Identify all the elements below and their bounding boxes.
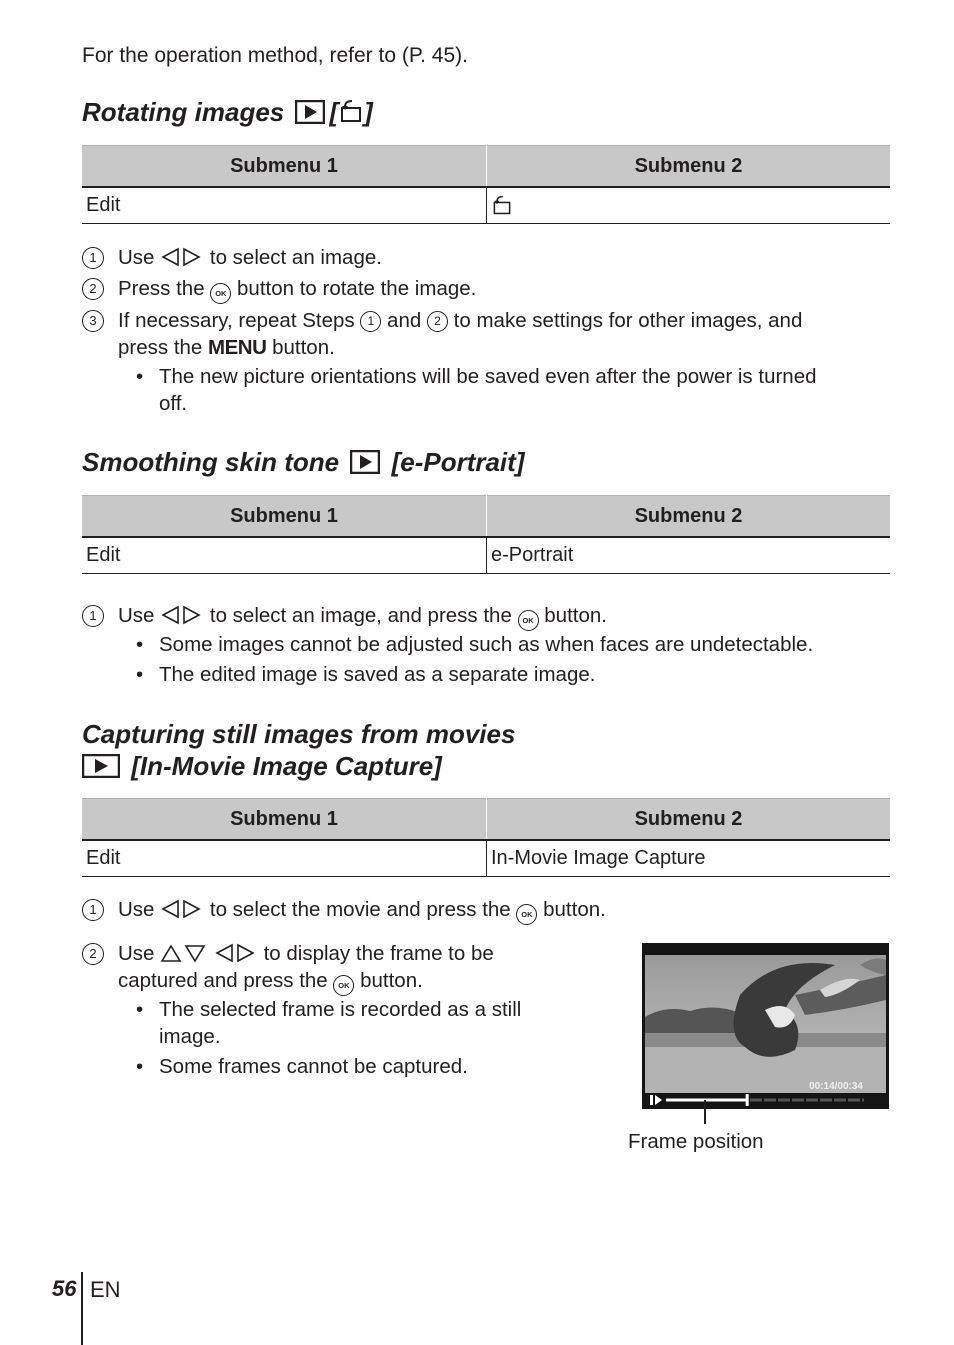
table-header: Submenu 2 (487, 799, 891, 841)
skin-title: Smoothing skin tone (82, 447, 340, 477)
bullet-dot: • (136, 663, 144, 686)
movie-playback-screen (642, 943, 889, 1109)
capture-title-line1: Capturing still images from movies (82, 719, 516, 749)
rotate-icon (491, 195, 513, 217)
table-header: Submenu 1 (82, 799, 487, 841)
step-text: button. (543, 898, 606, 921)
step-text: button to rotate the image. (237, 277, 477, 300)
left-right-arrows-icon (214, 942, 258, 965)
table-cell: Edit (82, 840, 487, 877)
left-right-arrows-icon (160, 604, 204, 627)
movie-time-counter: 00:14/00:34 (809, 1081, 863, 1092)
step-text: Press the (118, 277, 205, 300)
bullet-text: off. (159, 392, 188, 415)
frame-position-marker[interactable] (746, 1094, 749, 1106)
bullet-dot: • (136, 1055, 144, 1078)
step-text: Use (118, 604, 155, 627)
bullet-text: Some frames cannot be captured. (159, 1055, 468, 1078)
step-text: If necessary, repeat Steps (118, 309, 355, 332)
bullet-text: Some images cannot be adjusted such as when faces are undetectable. (159, 633, 814, 656)
bullet-dot: • (136, 365, 144, 388)
table-header: Submenu 2 (487, 146, 891, 188)
step-number: 1 (82, 899, 104, 921)
ok-button-icon: OK (518, 610, 539, 631)
skin-submenu-table (82, 495, 890, 574)
footer-divider (81, 1272, 83, 1345)
left-right-arrows-icon (160, 246, 204, 269)
skin-title-suffix: [e-Portrait] (391, 447, 525, 477)
step-text: to select an image. (209, 246, 382, 269)
rotating-title: Rotating images (82, 97, 285, 127)
skin-heading (82, 446, 524, 481)
step-number: 1 (82, 605, 104, 627)
step-text: captured and press the (118, 969, 328, 992)
table-cell: Edit (82, 537, 487, 574)
ok-button-icon: OK (516, 904, 537, 925)
movie-progress-bar (642, 1093, 889, 1109)
step-text: to select an image, and press the (209, 604, 512, 627)
step-text: Use (118, 246, 155, 269)
step-text: and (387, 309, 422, 332)
movie-frame-image (645, 955, 886, 1093)
step-text: button. (272, 336, 335, 359)
step-number: 3 (82, 310, 104, 332)
bullet-text: The new picture orientations will be saved even after the power is turned (159, 365, 817, 388)
step-text: to make settings for other images, and (453, 309, 803, 332)
rotating-bracket-open: [ (329, 97, 339, 127)
step-number: 1 (82, 247, 104, 269)
bullet-text: The edited image is saved as a separate image. (159, 663, 596, 686)
play-mode-icon (82, 753, 120, 785)
step-text: button. (544, 604, 607, 627)
step-number: 2 (82, 278, 104, 300)
table-cell: Edit (82, 187, 487, 224)
step-text: press the (118, 336, 203, 359)
table-header: Submenu 1 (82, 146, 487, 188)
page-number: 56 (52, 1276, 77, 1301)
rotating-submenu-table (82, 145, 890, 224)
table-cell (487, 187, 891, 224)
play-mode-icon (350, 449, 380, 481)
intro-text: For the operation method, refer to (P. 45). (82, 44, 468, 67)
frame-position-caption: Frame position (628, 1130, 764, 1153)
bullet-text: image. (159, 1025, 221, 1048)
table-header: Submenu 2 (487, 496, 891, 538)
step-number: 2 (82, 943, 104, 965)
rotating-heading (82, 96, 373, 131)
pause-icon (650, 1095, 653, 1105)
menu-button-label: MENU (208, 336, 267, 359)
bullet-dot: • (136, 633, 144, 656)
step-text: Use (118, 898, 155, 921)
step-ref-number: 1 (360, 311, 381, 332)
step-text: to select the movie and press the (209, 898, 511, 921)
left-right-arrows-icon (160, 898, 204, 921)
step-ref-number: 2 (427, 311, 448, 332)
ok-button-icon: OK (333, 975, 354, 996)
step-text: to display the frame to be (263, 942, 494, 965)
up-down-arrows-icon (160, 942, 208, 965)
bullet-text: The selected frame is recorded as a still (159, 998, 522, 1021)
caption-leader-line (704, 1100, 706, 1124)
step-text: Use (118, 942, 155, 965)
play-mode-icon (295, 99, 325, 131)
table-cell: e-Portrait (487, 537, 891, 574)
rotating-bracket-close: ] (364, 97, 373, 127)
capture-submenu-table (82, 798, 890, 877)
rotate-icon (338, 98, 364, 131)
table-cell: In-Movie Image Capture (487, 840, 891, 877)
ok-button-icon: OK (210, 283, 231, 304)
step-text: button. (360, 969, 423, 992)
capture-title-line2: [In-Movie Image Capture] (131, 751, 442, 781)
language-code: EN (90, 1277, 121, 1302)
table-header: Submenu 1 (82, 496, 487, 538)
bullet-dot: • (136, 998, 144, 1021)
capture-heading (82, 718, 515, 785)
